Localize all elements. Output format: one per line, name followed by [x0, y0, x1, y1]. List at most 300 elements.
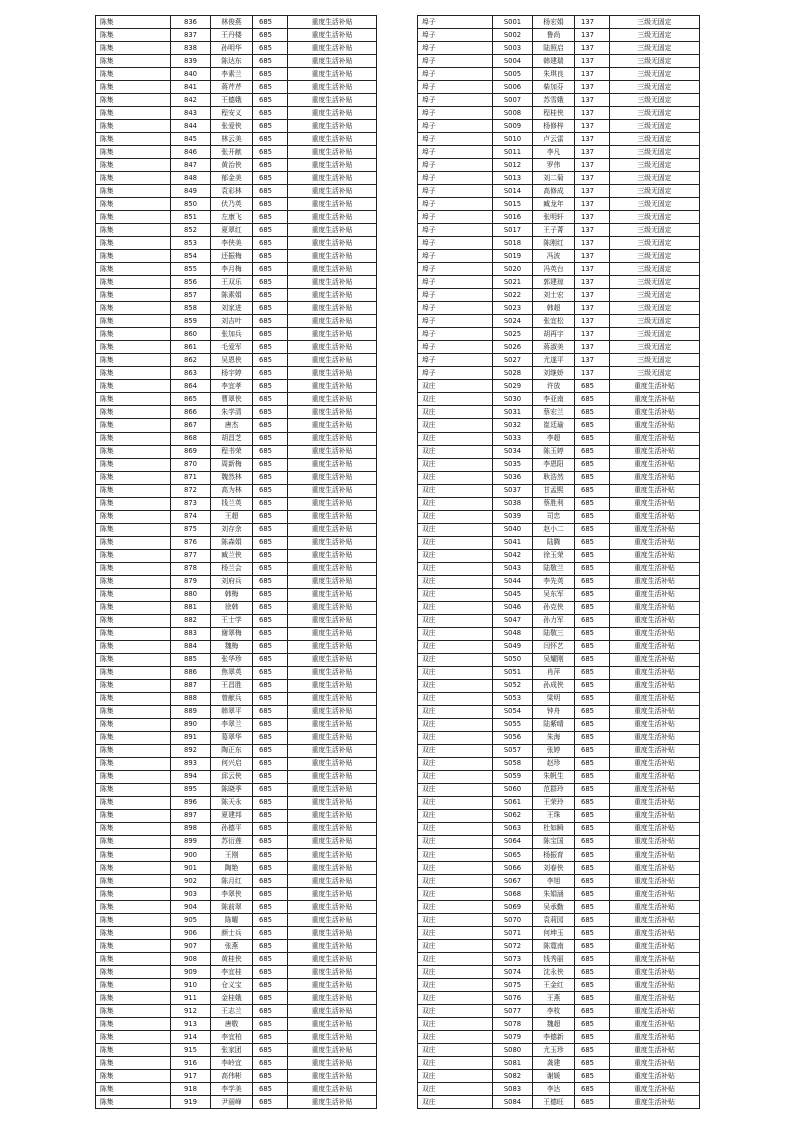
subsidy-type-cell: 重度生活补贴 [610, 471, 700, 484]
town-cell: 陈集 [96, 224, 171, 237]
town-cell: 埠子 [418, 42, 493, 55]
table-row [96, 484, 377, 497]
amount-cell: 685 [253, 1070, 288, 1083]
table-row [96, 55, 377, 68]
number-cell: 876 [171, 536, 211, 549]
subsidy-type-cell: 重度生活补贴 [288, 289, 377, 302]
town-cell: 陈集 [96, 536, 171, 549]
name-cell: 陈达东 [211, 55, 253, 68]
number-cell: S073 [493, 953, 533, 966]
subsidy-type-cell: 重度生活补贴 [288, 1096, 377, 1109]
amount-cell: 685 [575, 940, 610, 953]
amount-cell: 685 [575, 588, 610, 601]
subsidy-type-cell: 重度生活补贴 [610, 666, 700, 679]
subsidy-type-cell: 重度生活补贴 [288, 1005, 377, 1018]
table-row [418, 953, 700, 966]
amount-cell: 685 [253, 614, 288, 627]
table-row [418, 888, 700, 901]
town-cell: 双庄 [418, 770, 493, 783]
town-cell: 陈集 [96, 796, 171, 809]
town-cell: 陈集 [96, 822, 171, 835]
amount-cell: 685 [253, 549, 288, 562]
subsidy-type-cell: 重度生活补贴 [288, 835, 377, 848]
table-row [96, 224, 377, 237]
name-cell: 陈前翠 [211, 901, 253, 914]
number-cell: S012 [493, 159, 533, 172]
town-cell: 陈集 [96, 341, 171, 354]
amount-cell: 685 [575, 497, 610, 510]
subsidy-type-cell: 重度生活补贴 [610, 862, 700, 875]
name-cell: 刘继娇 [533, 367, 575, 380]
number-cell: S075 [493, 979, 533, 992]
subsidy-type-cell: 重度生活补贴 [288, 146, 377, 159]
town-cell: 陈集 [96, 81, 171, 94]
subsidy-type-cell: 重度生活补贴 [288, 705, 377, 718]
name-cell: 胡再宇 [533, 328, 575, 341]
amount-cell: 685 [253, 1031, 288, 1044]
table-row [96, 497, 377, 510]
table-row [96, 835, 377, 848]
subsidy-type-cell: 重度生活补贴 [288, 315, 377, 328]
name-cell: 陆敬三 [533, 627, 575, 640]
table-row [418, 328, 700, 341]
amount-cell: 137 [575, 211, 610, 224]
town-cell: 埠子 [418, 328, 493, 341]
table-row [96, 809, 377, 822]
number-cell: S050 [493, 653, 533, 666]
table-row [418, 536, 700, 549]
town-cell: 陈集 [96, 263, 171, 276]
subsidy-type-cell: 重度生活补贴 [288, 185, 377, 198]
table-row [96, 862, 377, 875]
subsidy-type-cell: 重度生活补贴 [610, 445, 700, 458]
amount-cell: 685 [253, 198, 288, 211]
number-cell: 845 [171, 133, 211, 146]
subsidy-type-cell: 重度生活补贴 [610, 406, 700, 419]
town-cell: 陈集 [96, 419, 171, 432]
name-cell: 韩翠平 [211, 705, 253, 718]
amount-cell: 137 [575, 146, 610, 159]
number-cell: S063 [493, 822, 533, 835]
number-cell: S054 [493, 705, 533, 718]
amount-cell: 685 [575, 770, 610, 783]
number-cell: 865 [171, 393, 211, 406]
table-row [96, 705, 377, 718]
subsidy-type-cell: 三级无固定 [610, 263, 700, 276]
amount-cell: 685 [253, 1057, 288, 1070]
town-cell: 双庄 [418, 1057, 493, 1070]
subsidy-type-cell: 重度生活补贴 [288, 940, 377, 953]
number-cell: 895 [171, 783, 211, 796]
name-cell: 陆敬兰 [533, 562, 575, 575]
number-cell: 843 [171, 107, 211, 120]
subsidy-type-cell: 重度生活补贴 [288, 107, 377, 120]
table-row [96, 16, 377, 29]
table-row [418, 81, 700, 94]
table-row [418, 68, 700, 81]
town-cell: 陈集 [96, 1083, 171, 1096]
town-cell: 陈集 [96, 367, 171, 380]
name-cell: 郭建琼 [533, 276, 575, 289]
town-cell: 双庄 [418, 523, 493, 536]
amount-cell: 685 [575, 419, 610, 432]
amount-cell: 685 [575, 510, 610, 523]
number-cell: S034 [493, 445, 533, 458]
table-row [96, 627, 377, 640]
amount-cell: 685 [575, 888, 610, 901]
town-cell: 埠子 [418, 68, 493, 81]
number-cell: 909 [171, 966, 211, 979]
name-cell: 夏建邦 [211, 809, 253, 822]
subsidy-type-cell: 三级无固定 [610, 29, 700, 42]
town-cell: 双庄 [418, 575, 493, 588]
table-row [418, 315, 700, 328]
name-cell: 颜士兵 [211, 927, 253, 940]
town-cell: 陈集 [96, 523, 171, 536]
subsidy-type-cell: 重度生活补贴 [288, 575, 377, 588]
name-cell: 刘春侠 [533, 862, 575, 875]
number-cell: 904 [171, 901, 211, 914]
town-cell: 双庄 [418, 458, 493, 471]
name-cell: 徐韩 [211, 601, 253, 614]
amount-cell: 685 [253, 354, 288, 367]
name-cell: 杨宇婷 [211, 367, 253, 380]
table-row [96, 94, 377, 107]
town-cell: 双庄 [418, 940, 493, 953]
town-cell: 陈集 [96, 393, 171, 406]
amount-cell: 685 [253, 927, 288, 940]
number-cell: 879 [171, 575, 211, 588]
name-cell: 杨宏娟 [533, 16, 575, 29]
town-cell: 陈集 [96, 731, 171, 744]
subsidy-type-cell: 重度生活补贴 [288, 888, 377, 901]
amount-cell: 685 [575, 393, 610, 406]
name-cell: 李恩阳 [533, 458, 575, 471]
amount-cell: 685 [253, 901, 288, 914]
subsidy-type-cell: 三级无固定 [610, 289, 700, 302]
amount-cell: 685 [575, 549, 610, 562]
table-row [418, 393, 700, 406]
subsidy-type-cell: 三级无固定 [610, 68, 700, 81]
town-cell: 陈集 [96, 966, 171, 979]
name-cell: 许放 [533, 380, 575, 393]
subsidy-type-cell: 三级无固定 [610, 354, 700, 367]
table-row [418, 1005, 700, 1018]
name-cell: 李亚南 [533, 393, 575, 406]
subsidy-type-cell: 重度生活补贴 [288, 679, 377, 692]
table-row [96, 992, 377, 1005]
name-cell: 杨修梓 [533, 120, 575, 133]
amount-cell: 685 [575, 1018, 610, 1031]
table-row [96, 354, 377, 367]
name-cell: 谢翠梅 [211, 627, 253, 640]
number-cell: 882 [171, 614, 211, 627]
subsidy-type-cell: 重度生活补贴 [288, 380, 377, 393]
number-cell: S070 [493, 914, 533, 927]
number-cell: S058 [493, 757, 533, 770]
table-row [418, 1057, 700, 1070]
town-cell: 双庄 [418, 510, 493, 523]
name-cell: 蔡胜利 [533, 497, 575, 510]
name-cell: 范群玲 [533, 783, 575, 796]
subsidy-type-cell: 重度生活补贴 [288, 862, 377, 875]
name-cell: 王丹楼 [211, 29, 253, 42]
number-cell: S068 [493, 888, 533, 901]
subsidy-type-cell: 重度生活补贴 [610, 510, 700, 523]
table-row [96, 68, 377, 81]
name-cell: 李枚 [533, 1005, 575, 1018]
town-cell: 双庄 [418, 783, 493, 796]
name-cell: 李旭 [533, 875, 575, 888]
town-cell: 双庄 [418, 497, 493, 510]
subsidy-type-cell: 重度生活补贴 [610, 536, 700, 549]
town-cell: 双庄 [418, 419, 493, 432]
table-row [96, 432, 377, 445]
name-cell: 张燕 [211, 940, 253, 953]
number-cell: S005 [493, 68, 533, 81]
town-cell: 双庄 [418, 640, 493, 653]
subsidy-type-cell: 重度生活补贴 [288, 992, 377, 1005]
amount-cell: 685 [253, 16, 288, 29]
name-cell: 王士学 [211, 614, 253, 627]
table-row [96, 419, 377, 432]
number-cell: S014 [493, 185, 533, 198]
table-row [418, 770, 700, 783]
subsidy-type-cell: 重度生活补贴 [288, 770, 377, 783]
amount-cell: 685 [253, 393, 288, 406]
town-cell: 陈集 [96, 875, 171, 888]
table-row [96, 640, 377, 653]
amount-cell: 137 [575, 250, 610, 263]
table-row [96, 81, 377, 94]
amount-cell: 685 [253, 510, 288, 523]
name-cell: 王子菁 [533, 224, 575, 237]
name-cell: 李素兰 [211, 68, 253, 81]
table-row [96, 653, 377, 666]
amount-cell: 685 [253, 107, 288, 120]
name-cell: 司忠 [533, 510, 575, 523]
name-cell: 闫怀艺 [533, 640, 575, 653]
number-cell: S069 [493, 901, 533, 914]
name-cell: 李先英 [533, 575, 575, 588]
name-cell: 黄桂侠 [211, 953, 253, 966]
number-cell: S056 [493, 731, 533, 744]
name-cell: 刘府兵 [211, 575, 253, 588]
town-cell: 陈集 [96, 992, 171, 1005]
table-row [418, 276, 700, 289]
name-cell: 沈永侠 [533, 966, 575, 979]
amount-cell: 685 [575, 757, 610, 770]
table-row [418, 979, 700, 992]
number-cell: S045 [493, 588, 533, 601]
town-cell: 陈集 [96, 198, 171, 211]
number-cell: 853 [171, 237, 211, 250]
town-cell: 陈集 [96, 927, 171, 940]
town-cell: 双庄 [418, 614, 493, 627]
amount-cell: 685 [253, 992, 288, 1005]
table-row [418, 614, 700, 627]
subsidy-type-cell: 重度生活补贴 [288, 55, 377, 68]
number-cell: S026 [493, 341, 533, 354]
town-cell: 陈集 [96, 783, 171, 796]
name-cell: 刘二菊 [533, 172, 575, 185]
number-cell: 857 [171, 289, 211, 302]
number-cell: S052 [493, 679, 533, 692]
number-cell: S037 [493, 484, 533, 497]
table-row [418, 692, 700, 705]
name-cell: 李宜桂 [211, 966, 253, 979]
town-cell: 埠子 [418, 185, 493, 198]
town-cell: 陈集 [96, 55, 171, 68]
name-cell: 朱琪良 [533, 68, 575, 81]
name-cell: 李翠侠 [211, 888, 253, 901]
amount-cell: 685 [253, 849, 288, 862]
subsidy-type-cell: 重度生活补贴 [610, 809, 700, 822]
number-cell: 875 [171, 523, 211, 536]
amount-cell: 685 [575, 875, 610, 888]
table-row [96, 276, 377, 289]
subsidy-type-cell: 三级无固定 [610, 302, 700, 315]
subsidy-type-cell: 三级无固定 [610, 367, 700, 380]
subsidy-type-cell: 重度生活补贴 [288, 198, 377, 211]
name-cell: 徐玉荣 [533, 549, 575, 562]
table-row [96, 315, 377, 328]
town-cell: 双庄 [418, 666, 493, 679]
table-row [96, 692, 377, 705]
name-cell: 耿浩然 [533, 471, 575, 484]
table-row [418, 901, 700, 914]
name-cell: 左康飞 [211, 211, 253, 224]
table-row [96, 250, 377, 263]
name-cell: 王超 [211, 510, 253, 523]
town-cell: 双庄 [418, 692, 493, 705]
table-row [418, 588, 700, 601]
name-cell: 吴耀刚 [533, 653, 575, 666]
name-cell: 崔廷瑜 [533, 419, 575, 432]
town-cell: 埠子 [418, 81, 493, 94]
amount-cell: 685 [575, 627, 610, 640]
amount-cell: 685 [253, 979, 288, 992]
town-cell: 陈集 [96, 211, 171, 224]
amount-cell: 685 [575, 445, 610, 458]
subsidy-type-cell: 重度生活补贴 [288, 432, 377, 445]
table-row [418, 159, 700, 172]
name-cell: 赵小二 [533, 523, 575, 536]
table-row [418, 744, 700, 757]
amount-cell: 685 [253, 575, 288, 588]
amount-cell: 137 [575, 263, 610, 276]
subsidy-type-cell: 重度生活补贴 [610, 953, 700, 966]
number-cell: 888 [171, 692, 211, 705]
name-cell: 伏乃英 [211, 198, 253, 211]
name-cell: 孙德平 [211, 822, 253, 835]
town-cell: 埠子 [418, 94, 493, 107]
name-cell: 仓义宝 [211, 979, 253, 992]
amount-cell: 685 [253, 718, 288, 731]
table-row [418, 289, 700, 302]
name-cell: 胡昌芝 [211, 432, 253, 445]
name-cell: 唐杰 [211, 419, 253, 432]
subsidy-type-cell: 三级无固定 [610, 42, 700, 55]
number-cell: S041 [493, 536, 533, 549]
name-cell: 毛爱军 [211, 341, 253, 354]
town-cell: 陈集 [96, 237, 171, 250]
table-row [96, 783, 377, 796]
amount-cell: 137 [575, 107, 610, 120]
table-row [96, 458, 377, 471]
town-cell: 陈集 [96, 484, 171, 497]
amount-cell: 685 [253, 432, 288, 445]
table-row [418, 849, 700, 862]
town-cell: 陈集 [96, 458, 171, 471]
town-cell: 陈集 [96, 172, 171, 185]
subsidy-type-cell: 重度生活补贴 [610, 640, 700, 653]
subsidy-type-cell: 重度生活补贴 [288, 627, 377, 640]
amount-cell: 685 [575, 705, 610, 718]
amount-cell: 685 [253, 445, 288, 458]
subsidy-type-cell: 重度生活补贴 [288, 901, 377, 914]
town-cell: 埠子 [418, 224, 493, 237]
town-cell: 埠子 [418, 107, 493, 120]
number-cell: 918 [171, 1083, 211, 1096]
amount-cell: 137 [575, 55, 610, 68]
subsidy-type-cell: 重度生活补贴 [610, 419, 700, 432]
number-cell: 858 [171, 302, 211, 315]
amount-cell: 685 [575, 1044, 610, 1057]
town-cell: 陈集 [96, 276, 171, 289]
number-cell: 860 [171, 328, 211, 341]
name-cell: 孙克侠 [533, 601, 575, 614]
subsidy-type-cell: 重度生活补贴 [288, 1044, 377, 1057]
subsidy-type-cell: 重度生活补贴 [288, 406, 377, 419]
town-cell: 双庄 [418, 744, 493, 757]
town-cell: 陈集 [96, 718, 171, 731]
table-row [418, 445, 700, 458]
table-row [418, 523, 700, 536]
town-cell: 陈集 [96, 888, 171, 901]
subsidy-type-cell: 重度生活补贴 [288, 601, 377, 614]
subsidy-type-cell: 重度生活补贴 [610, 523, 700, 536]
number-cell: 849 [171, 185, 211, 198]
number-cell: 889 [171, 705, 211, 718]
amount-cell: 685 [575, 744, 610, 757]
town-cell: 双庄 [418, 445, 493, 458]
town-cell: 陈集 [96, 1031, 171, 1044]
number-cell: S062 [493, 809, 533, 822]
town-cell: 陈集 [96, 497, 171, 510]
name-cell: 夏翠红 [211, 224, 253, 237]
table-row [96, 1018, 377, 1031]
amount-cell: 685 [253, 809, 288, 822]
table-row [96, 796, 377, 809]
table-row [96, 940, 377, 953]
name-cell: 赵珍 [533, 757, 575, 770]
name-cell: 李侠美 [211, 237, 253, 250]
table-row [418, 497, 700, 510]
number-cell: S059 [493, 770, 533, 783]
table-row [418, 731, 700, 744]
table-row [418, 862, 700, 875]
amount-cell: 685 [253, 276, 288, 289]
name-cell: 孙力军 [533, 614, 575, 627]
amount-cell: 685 [575, 783, 610, 796]
number-cell: S083 [493, 1083, 533, 1096]
subsidy-type-cell: 重度生活补贴 [610, 731, 700, 744]
number-cell: 891 [171, 731, 211, 744]
number-cell: 861 [171, 341, 211, 354]
amount-cell: 685 [575, 809, 610, 822]
subsidy-type-cell: 重度生活补贴 [288, 42, 377, 55]
